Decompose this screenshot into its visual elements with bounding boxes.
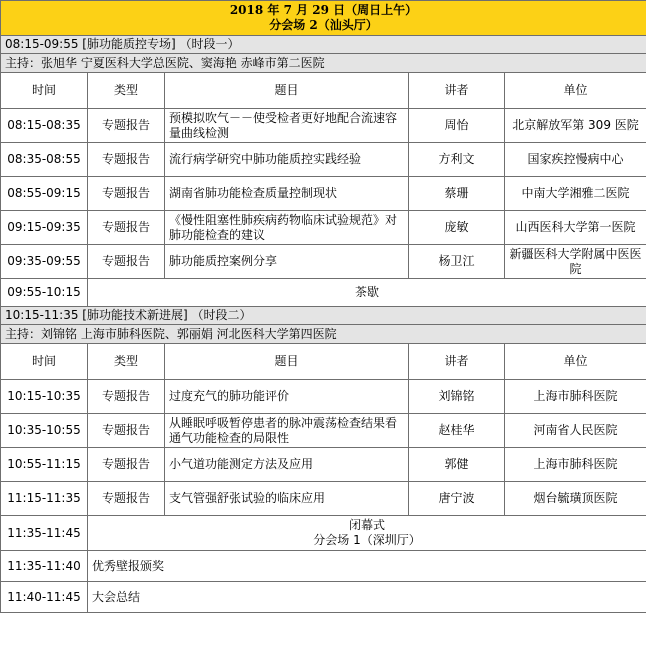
table-row <box>1 109 646 143</box>
row-speaker: 杨卫江 <box>409 245 505 279</box>
row-type: 专题报告 <box>88 448 165 482</box>
row-topic: 流行病学研究中肺功能质控实践经验 <box>165 143 409 177</box>
col-unit: 单位 <box>505 73 646 109</box>
row-speaker: 唐宁波 <box>409 482 505 516</box>
venue-line: 分会场 2（汕头厅） <box>269 18 378 32</box>
row-topic: 肺功能质控案例分享 <box>165 245 409 279</box>
row-unit: 上海市肺科医院 <box>505 448 646 482</box>
row-unit: 新疆医科大学附属中医医院 <box>505 245 646 279</box>
session1-host-row <box>1 54 646 73</box>
table-row <box>1 380 646 414</box>
row-time: 08:55-09:15 <box>1 177 88 211</box>
row-time: 10:15-10:35 <box>1 380 88 414</box>
col-speaker: 讲者 <box>409 344 505 380</box>
summary-row <box>1 582 646 613</box>
row-type: 专题报告 <box>88 380 165 414</box>
row-topic: 《慢性阻塞性肺疾病药物临床试验规范》对肺功能检查的建议 <box>165 211 409 245</box>
row-unit: 中南大学湘雅二医院 <box>505 177 646 211</box>
session2-column-header <box>1 344 646 380</box>
row-time: 11:15-11:35 <box>1 482 88 516</box>
summary-time: 11:40-11:45 <box>1 582 88 613</box>
row-topic: 支气管强舒张试验的临床应用 <box>165 482 409 516</box>
table-row <box>1 482 646 516</box>
table-row <box>1 211 646 245</box>
date-line: 2018 年 7 月 29 日（周日上午） <box>229 3 418 17</box>
session1-column-header <box>1 73 646 109</box>
col-time: 时间 <box>1 73 88 109</box>
row-type: 专题报告 <box>88 414 165 448</box>
row-unit: 烟台毓璜顶医院 <box>505 482 646 516</box>
table-row <box>1 245 646 279</box>
row-topic: 小气道功能测定方法及应用 <box>165 448 409 482</box>
session1-hosts: 主持：张旭华 宁夏医科大学总医院、窦海艳 赤峰市第二医院 <box>1 54 646 73</box>
row-time: 08:15-08:35 <box>1 109 88 143</box>
row-type: 专题报告 <box>88 482 165 516</box>
col-unit: 单位 <box>505 344 646 380</box>
row-unit: 国家疾控慢病中心 <box>505 143 646 177</box>
row-time: 10:35-10:55 <box>1 414 88 448</box>
row-unit: 河南省人民医院 <box>505 414 646 448</box>
row-speaker: 赵桂华 <box>409 414 505 448</box>
row-unit: 北京解放军第 309 医院 <box>505 109 646 143</box>
col-speaker: 讲者 <box>409 73 505 109</box>
row-time: 09:15-09:35 <box>1 211 88 245</box>
row-type: 专题报告 <box>88 143 165 177</box>
row-time: 09:35-09:55 <box>1 245 88 279</box>
row-speaker: 刘锦铭 <box>409 380 505 414</box>
table-row <box>1 414 646 448</box>
session2-hosts: 主持：刘锦铭 上海市肺科医院、郭丽娟 河北医科大学第四医院 <box>1 325 646 344</box>
row-speaker: 周怡 <box>409 109 505 143</box>
break-time: 09:55-10:15 <box>1 279 88 307</box>
session2-title: 10:15-11:35 [肺功能技术新进展] （时段二） <box>1 307 646 325</box>
break-label: 茶歇 <box>88 279 646 307</box>
row-speaker: 蔡珊 <box>409 177 505 211</box>
closing-row <box>1 516 646 551</box>
header-row <box>1 1 646 36</box>
row-time: 08:35-08:55 <box>1 143 88 177</box>
closing-cell <box>88 516 646 551</box>
closing-label: 闭幕式 <box>349 518 386 532</box>
session2-title-row <box>1 307 646 325</box>
row-type: 专题报告 <box>88 245 165 279</box>
break-row <box>1 279 646 307</box>
awards-row <box>1 551 646 582</box>
row-unit: 山西医科大学第一医院 <box>505 211 646 245</box>
closing-time: 11:35-11:45 <box>1 516 88 551</box>
session2-host-row <box>1 325 646 344</box>
table-row <box>1 448 646 482</box>
summary-label: 大会总结 <box>88 582 646 613</box>
table-row <box>1 143 646 177</box>
row-speaker: 郭健 <box>409 448 505 482</box>
row-topic: 湖南省肺功能检查质量控制现状 <box>165 177 409 211</box>
col-topic: 题目 <box>165 73 409 109</box>
row-type: 专题报告 <box>88 211 165 245</box>
session1-title: 08:15-09:55 [肺功能质控专场] （时段一） <box>1 36 646 54</box>
col-type: 类型 <box>88 344 165 380</box>
session1-title-row <box>1 36 646 54</box>
col-time: 时间 <box>1 344 88 380</box>
row-time: 10:55-11:15 <box>1 448 88 482</box>
row-type: 专题报告 <box>88 109 165 143</box>
closing-venue: 分会场 1（深圳厅） <box>313 533 421 547</box>
row-speaker: 方利文 <box>409 143 505 177</box>
table-row <box>1 177 646 211</box>
row-topic: 过度充气的肺功能评价 <box>165 380 409 414</box>
row-type: 专题报告 <box>88 177 165 211</box>
row-topic: 预模拟吹气－－使受检者更好地配合流速容量曲线检测 <box>165 109 409 143</box>
col-type: 类型 <box>88 73 165 109</box>
awards-time: 11:35-11:40 <box>1 551 88 582</box>
awards-label: 优秀壁报颁奖 <box>88 551 646 582</box>
row-unit: 上海市肺科医院 <box>505 380 646 414</box>
header-cell <box>1 1 646 36</box>
row-speaker: 庞敏 <box>409 211 505 245</box>
row-topic: 从睡眠呼吸暂停患者的脉冲震荡检查结果看通气功能检查的局限性 <box>165 414 409 448</box>
col-topic: 题目 <box>165 344 409 380</box>
